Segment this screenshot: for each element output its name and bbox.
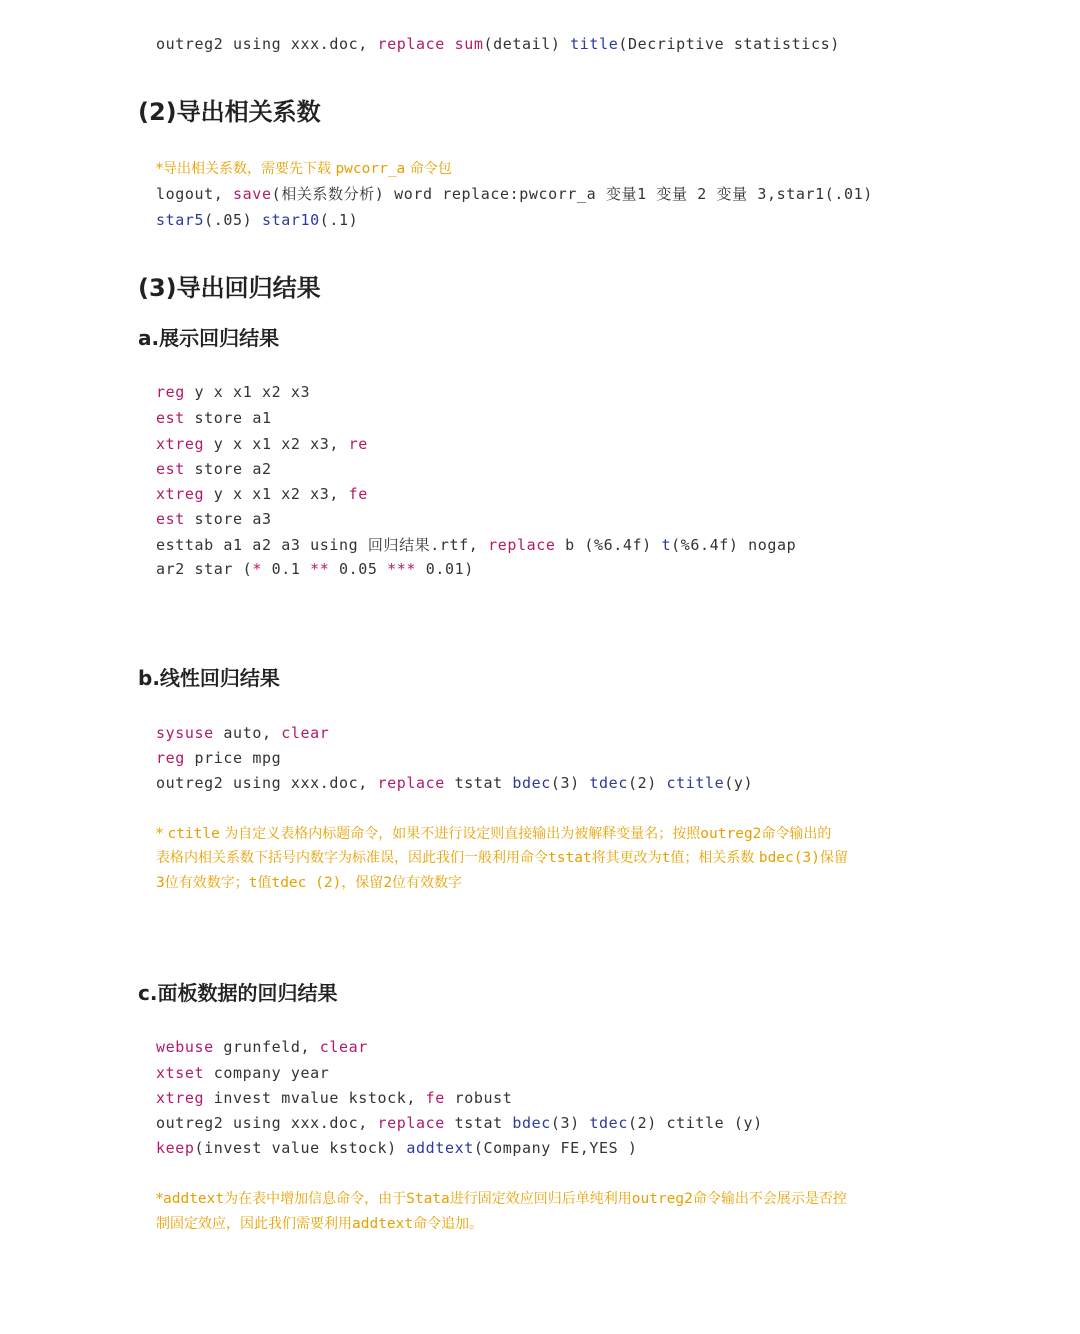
code-line: xtreg invest mvalue kstock, fe robust [156, 1089, 513, 1107]
heading-panel-results: c.面板数据的回归结果 [138, 981, 338, 1005]
code-line: webuse grunfeld, clear [156, 1038, 368, 1056]
code-line: est store a2 [156, 460, 272, 478]
code-line-star: star5(.05) star10(.1) [156, 211, 359, 229]
comment-correlation: *导出相关系数，需要先下载 pwcorr_a 命令包 [156, 161, 452, 177]
code-line: est store a3 [156, 510, 272, 528]
code-line-keep: keep(invest value kstock) addtext(Company FE,YES ) [156, 1139, 638, 1157]
code-line: xtreg y x x1 x2 x3, re [156, 435, 368, 453]
heading-linear-results: b.线性回归结果 [138, 666, 280, 690]
code-line: xtreg y x x1 x2 x3, fe [156, 485, 368, 503]
code-line: xtset company year [156, 1064, 330, 1082]
code-line-ar2-star: ar2 star (* 0.1 ** 0.05 *** 0.01) [156, 560, 474, 578]
comment-ctitle-line1: * ctitle 为自定义表格内标题命令，如果不进行设定则直接输出为被解释变量名；按照outreg2命令输出的 [156, 826, 832, 842]
code-line-outreg-sum: outreg2 using xxx.doc, replace sum(detail) title(Decriptive statistics) [156, 35, 840, 53]
code-line-outreg-panel: outreg2 using xxx.doc, replace tstat bdec(3) tdec(2) ctitle (y) [156, 1114, 763, 1132]
heading-correlation: (2)导出相关系数 [138, 98, 321, 126]
code-line: sysuse auto, clear [156, 724, 330, 742]
code-line-logout: logout, save(相关系数分析) word replace:pwcorr_a 变量1 变量 2 变量 3,star1(.01) [156, 185, 873, 203]
heading-regression: (3)导出回归结果 [138, 274, 321, 302]
comment-ctitle-line3: 3位有效数字；t值tdec (2)，保留2位有效数字 [156, 875, 463, 891]
code-line: reg price mpg [156, 749, 282, 767]
code-line-outreg-tstat: outreg2 using xxx.doc, replace tstat bdec(3) tdec(2) ctitle(y) [156, 774, 754, 792]
comment-addtext-line1: *addtext为在表中增加信息命令，由于Stata进行固定效应回归后单纯利用outreg2命令输出不会展示是否控 [156, 1191, 847, 1207]
comment-addtext-line2: 制固定效应，因此我们需要利用addtext命令追加。 [156, 1216, 484, 1232]
code-line: est store a1 [156, 409, 272, 427]
code-line-esttab: esttab a1 a2 a3 using 回归结果.rtf, replace b (%6.4f) t(%6.4f) nogap [156, 536, 797, 554]
comment-ctitle-line2: 表格内相关系数下括号内数字为标准误，因此我们一般利用命令tstat将其更改为t值；相关系数 bdec(3)保留 [156, 850, 848, 866]
code-line: reg y x x1 x2 x3 [156, 383, 311, 401]
heading-display-results: a.展示回归结果 [138, 326, 280, 350]
